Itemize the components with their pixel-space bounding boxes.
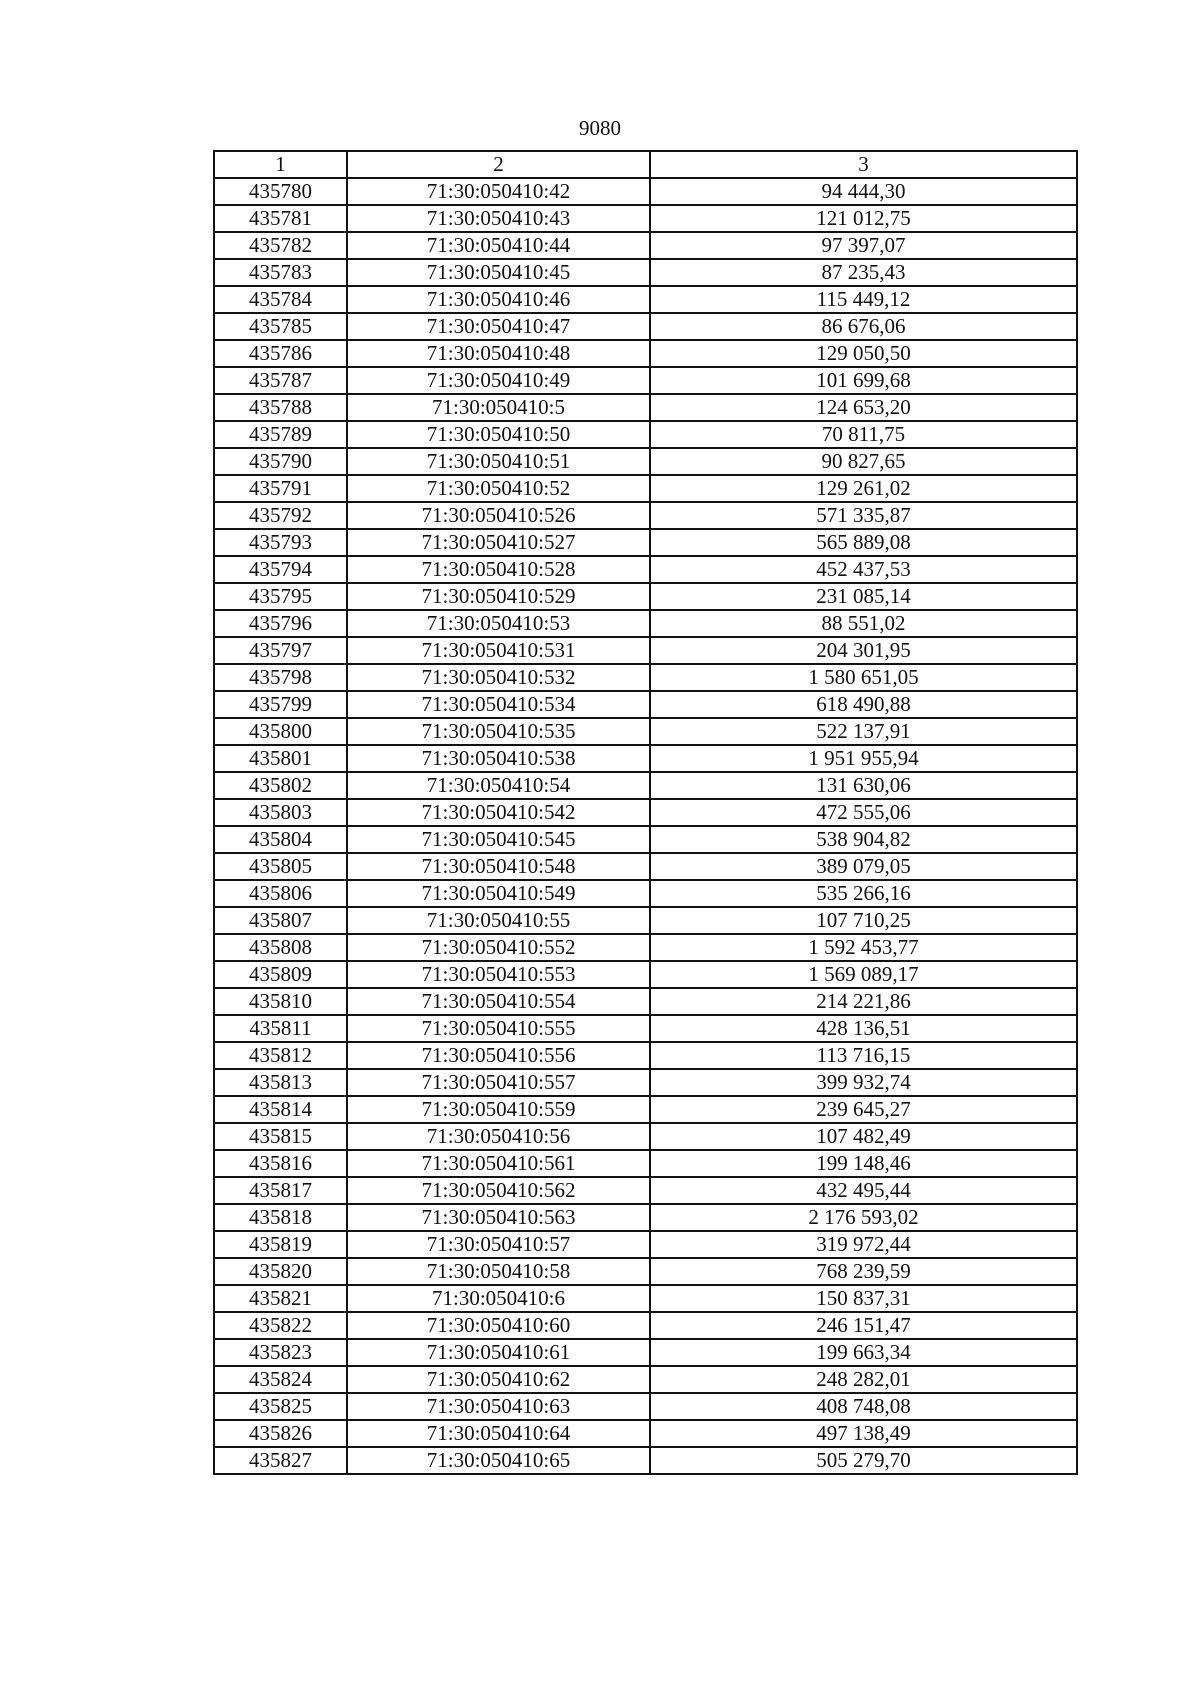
value-cell: 124 653,20 bbox=[650, 394, 1077, 421]
cadastral-number-cell: 71:30:050410:527 bbox=[347, 529, 650, 556]
row-number-cell: 435810 bbox=[214, 988, 347, 1015]
table-row bbox=[214, 961, 1077, 988]
table-row bbox=[214, 934, 1077, 961]
row-number-cell: 435822 bbox=[214, 1312, 347, 1339]
row-number-cell: 435826 bbox=[214, 1420, 347, 1447]
value-cell: 248 282,01 bbox=[650, 1366, 1077, 1393]
value-cell: 97 397,07 bbox=[650, 232, 1077, 259]
table-row bbox=[214, 1123, 1077, 1150]
row-number-cell: 435788 bbox=[214, 394, 347, 421]
row-number-cell: 435782 bbox=[214, 232, 347, 259]
cadastral-number-cell: 71:30:050410:52 bbox=[347, 475, 650, 502]
cadastral-number-cell: 71:30:050410:552 bbox=[347, 934, 650, 961]
row-number-cell: 435791 bbox=[214, 475, 347, 502]
cadastral-number-cell: 71:30:050410:561 bbox=[347, 1150, 650, 1177]
cadastral-number-cell: 71:30:050410:44 bbox=[347, 232, 650, 259]
value-cell: 94 444,30 bbox=[650, 178, 1077, 205]
cadastral-number-cell: 71:30:050410:51 bbox=[347, 448, 650, 475]
cadastral-number-cell: 71:30:050410:548 bbox=[347, 853, 650, 880]
table-row bbox=[214, 1231, 1077, 1258]
table-row bbox=[214, 286, 1077, 313]
row-number-cell: 435794 bbox=[214, 556, 347, 583]
row-number-cell: 435787 bbox=[214, 367, 347, 394]
value-cell: 1 951 955,94 bbox=[650, 745, 1077, 772]
cadastral-number-cell: 71:30:050410:557 bbox=[347, 1069, 650, 1096]
row-number-cell: 435798 bbox=[214, 664, 347, 691]
table-row bbox=[214, 826, 1077, 853]
table-row bbox=[214, 1393, 1077, 1420]
cadastral-number-cell: 71:30:050410:532 bbox=[347, 664, 650, 691]
value-cell: 199 663,34 bbox=[650, 1339, 1077, 1366]
row-number-cell: 435827 bbox=[214, 1447, 347, 1474]
value-cell: 571 335,87 bbox=[650, 502, 1077, 529]
row-number-cell: 435789 bbox=[214, 421, 347, 448]
table-row bbox=[214, 1204, 1077, 1231]
page-number: 9080 bbox=[579, 116, 621, 140]
table-row bbox=[214, 745, 1077, 772]
table-body bbox=[214, 178, 1077, 1474]
table-row bbox=[214, 205, 1077, 232]
table-row bbox=[214, 178, 1077, 205]
table-row bbox=[214, 421, 1077, 448]
table-row bbox=[214, 772, 1077, 799]
value-cell: 319 972,44 bbox=[650, 1231, 1077, 1258]
header-cell-1: 1 bbox=[214, 151, 347, 178]
table-row bbox=[214, 259, 1077, 286]
row-number-cell: 435790 bbox=[214, 448, 347, 475]
table-row bbox=[214, 1258, 1077, 1285]
cadastral-number-cell: 71:30:050410:556 bbox=[347, 1042, 650, 1069]
row-number-cell: 435820 bbox=[214, 1258, 347, 1285]
value-cell: 87 235,43 bbox=[650, 259, 1077, 286]
value-cell: 538 904,82 bbox=[650, 826, 1077, 853]
cadastral-number-cell: 71:30:050410:554 bbox=[347, 988, 650, 1015]
value-cell: 86 676,06 bbox=[650, 313, 1077, 340]
row-number-cell: 435825 bbox=[214, 1393, 347, 1420]
table-row bbox=[214, 610, 1077, 637]
row-number-cell: 435796 bbox=[214, 610, 347, 637]
cadastral-number-cell: 71:30:050410:63 bbox=[347, 1393, 650, 1420]
row-number-cell: 435821 bbox=[214, 1285, 347, 1312]
table-row bbox=[214, 1420, 1077, 1447]
cadastral-number-cell: 71:30:050410:65 bbox=[347, 1447, 650, 1474]
table-row bbox=[214, 232, 1077, 259]
row-number-cell: 435781 bbox=[214, 205, 347, 232]
row-number-cell: 435792 bbox=[214, 502, 347, 529]
row-number-cell: 435815 bbox=[214, 1123, 347, 1150]
cadastral-number-cell: 71:30:050410:49 bbox=[347, 367, 650, 394]
row-number-cell: 435813 bbox=[214, 1069, 347, 1096]
cadastral-number-cell: 71:30:050410:538 bbox=[347, 745, 650, 772]
value-cell: 113 716,15 bbox=[650, 1042, 1077, 1069]
cadastral-number-cell: 71:30:050410:542 bbox=[347, 799, 650, 826]
cadastral-number-cell: 71:30:050410:531 bbox=[347, 637, 650, 664]
cadastral-number-cell: 71:30:050410:42 bbox=[347, 178, 650, 205]
table-row bbox=[214, 691, 1077, 718]
table-row bbox=[214, 556, 1077, 583]
cadastral-number-cell: 71:30:050410:58 bbox=[347, 1258, 650, 1285]
table-row bbox=[214, 718, 1077, 745]
table-row bbox=[214, 475, 1077, 502]
row-number-cell: 435811 bbox=[214, 1015, 347, 1042]
cadastral-number-cell: 71:30:050410:43 bbox=[347, 205, 650, 232]
cadastral-number-cell: 71:30:050410:563 bbox=[347, 1204, 650, 1231]
value-cell: 389 079,05 bbox=[650, 853, 1077, 880]
row-number-cell: 435793 bbox=[214, 529, 347, 556]
value-cell: 115 449,12 bbox=[650, 286, 1077, 313]
value-cell: 90 827,65 bbox=[650, 448, 1077, 475]
cadastral-number-cell: 71:30:050410:549 bbox=[347, 880, 650, 907]
cadastral-number-cell: 71:30:050410:6 bbox=[347, 1285, 650, 1312]
table-row bbox=[214, 880, 1077, 907]
cadastral-number-cell: 71:30:050410:57 bbox=[347, 1231, 650, 1258]
cadastral-number-cell: 71:30:050410:56 bbox=[347, 1123, 650, 1150]
value-cell: 768 239,59 bbox=[650, 1258, 1077, 1285]
cadastral-number-cell: 71:30:050410:48 bbox=[347, 340, 650, 367]
cadastral-number-cell: 71:30:050410:526 bbox=[347, 502, 650, 529]
table-row bbox=[214, 1339, 1077, 1366]
table-row bbox=[214, 529, 1077, 556]
table-row bbox=[214, 907, 1077, 934]
row-number-cell: 435800 bbox=[214, 718, 347, 745]
row-number-cell: 435814 bbox=[214, 1096, 347, 1123]
row-number-cell: 435783 bbox=[214, 259, 347, 286]
row-number-cell: 435805 bbox=[214, 853, 347, 880]
value-cell: 505 279,70 bbox=[650, 1447, 1077, 1474]
cadastral-number-cell: 71:30:050410:61 bbox=[347, 1339, 650, 1366]
value-cell: 535 266,16 bbox=[650, 880, 1077, 907]
row-number-cell: 435799 bbox=[214, 691, 347, 718]
row-number-cell: 435808 bbox=[214, 934, 347, 961]
row-number-cell: 435819 bbox=[214, 1231, 347, 1258]
table-row bbox=[214, 853, 1077, 880]
cadastral-number-cell: 71:30:050410:62 bbox=[347, 1366, 650, 1393]
row-number-cell: 435784 bbox=[214, 286, 347, 313]
value-cell: 199 148,46 bbox=[650, 1150, 1077, 1177]
table-row bbox=[214, 799, 1077, 826]
table-row bbox=[214, 394, 1077, 421]
value-cell: 70 811,75 bbox=[650, 421, 1077, 448]
row-number-cell: 435802 bbox=[214, 772, 347, 799]
row-number-cell: 435780 bbox=[214, 178, 347, 205]
table-header bbox=[214, 151, 1077, 178]
table-row bbox=[214, 1366, 1077, 1393]
value-cell: 399 932,74 bbox=[650, 1069, 1077, 1096]
value-cell: 472 555,06 bbox=[650, 799, 1077, 826]
cadastral-number-cell: 71:30:050410:5 bbox=[347, 394, 650, 421]
value-cell: 150 837,31 bbox=[650, 1285, 1077, 1312]
row-number-cell: 435797 bbox=[214, 637, 347, 664]
row-number-cell: 435795 bbox=[214, 583, 347, 610]
value-cell: 121 012,75 bbox=[650, 205, 1077, 232]
cadastral-number-cell: 71:30:050410:562 bbox=[347, 1177, 650, 1204]
row-number-cell: 435785 bbox=[214, 313, 347, 340]
row-number-cell: 435804 bbox=[214, 826, 347, 853]
table-row bbox=[214, 1015, 1077, 1042]
table-row bbox=[214, 502, 1077, 529]
row-number-cell: 435807 bbox=[214, 907, 347, 934]
value-cell: 231 085,14 bbox=[650, 583, 1077, 610]
cadastral-number-cell: 71:30:050410:545 bbox=[347, 826, 650, 853]
value-cell: 107 710,25 bbox=[650, 907, 1077, 934]
value-cell: 452 437,53 bbox=[650, 556, 1077, 583]
cadastral-number-cell: 71:30:050410:55 bbox=[347, 907, 650, 934]
value-cell: 129 261,02 bbox=[650, 475, 1077, 502]
table-row bbox=[214, 1177, 1077, 1204]
value-cell: 88 551,02 bbox=[650, 610, 1077, 637]
row-number-cell: 435809 bbox=[214, 961, 347, 988]
value-cell: 214 221,86 bbox=[650, 988, 1077, 1015]
value-cell: 101 699,68 bbox=[650, 367, 1077, 394]
table-row bbox=[214, 1042, 1077, 1069]
row-number-cell: 435823 bbox=[214, 1339, 347, 1366]
value-cell: 246 151,47 bbox=[650, 1312, 1077, 1339]
table-row bbox=[214, 1447, 1077, 1474]
header-cell-2: 2 bbox=[347, 151, 650, 178]
cadastral-number-cell: 71:30:050410:555 bbox=[347, 1015, 650, 1042]
cadastral-number-cell: 71:30:050410:528 bbox=[347, 556, 650, 583]
value-cell: 1 592 453,77 bbox=[650, 934, 1077, 961]
value-cell: 239 645,27 bbox=[650, 1096, 1077, 1123]
value-cell: 2 176 593,02 bbox=[650, 1204, 1077, 1231]
cadastral-number-cell: 71:30:050410:54 bbox=[347, 772, 650, 799]
row-number-cell: 435803 bbox=[214, 799, 347, 826]
value-cell: 428 136,51 bbox=[650, 1015, 1077, 1042]
value-cell: 432 495,44 bbox=[650, 1177, 1077, 1204]
table-row bbox=[214, 448, 1077, 475]
table-row bbox=[214, 1285, 1077, 1312]
cadastral-number-cell: 71:30:050410:53 bbox=[347, 610, 650, 637]
value-cell: 522 137,91 bbox=[650, 718, 1077, 745]
header-row bbox=[214, 151, 1077, 178]
cadastral-number-cell: 71:30:050410:553 bbox=[347, 961, 650, 988]
table-row bbox=[214, 637, 1077, 664]
row-number-cell: 435824 bbox=[214, 1366, 347, 1393]
header-cell-3: 3 bbox=[650, 151, 1077, 178]
cadastral-number-cell: 71:30:050410:534 bbox=[347, 691, 650, 718]
table-row bbox=[214, 313, 1077, 340]
table-row bbox=[214, 988, 1077, 1015]
row-number-cell: 435812 bbox=[214, 1042, 347, 1069]
cadastral-number-cell: 71:30:050410:45 bbox=[347, 259, 650, 286]
row-number-cell: 435817 bbox=[214, 1177, 347, 1204]
table-row bbox=[214, 340, 1077, 367]
cadastral-number-cell: 71:30:050410:559 bbox=[347, 1096, 650, 1123]
row-number-cell: 435806 bbox=[214, 880, 347, 907]
value-cell: 1 580 651,05 bbox=[650, 664, 1077, 691]
value-cell: 565 889,08 bbox=[650, 529, 1077, 556]
table-row bbox=[214, 583, 1077, 610]
table-row bbox=[214, 367, 1077, 394]
value-cell: 618 490,88 bbox=[650, 691, 1077, 718]
cadastral-number-cell: 71:30:050410:50 bbox=[347, 421, 650, 448]
table-row bbox=[214, 664, 1077, 691]
cadastral-number-cell: 71:30:050410:64 bbox=[347, 1420, 650, 1447]
value-cell: 497 138,49 bbox=[650, 1420, 1077, 1447]
row-number-cell: 435801 bbox=[214, 745, 347, 772]
value-cell: 129 050,50 bbox=[650, 340, 1077, 367]
value-cell: 131 630,06 bbox=[650, 772, 1077, 799]
table-row bbox=[214, 1150, 1077, 1177]
cadastral-number-cell: 71:30:050410:529 bbox=[347, 583, 650, 610]
row-number-cell: 435786 bbox=[214, 340, 347, 367]
row-number-cell: 435818 bbox=[214, 1204, 347, 1231]
registry-table bbox=[213, 150, 1078, 1475]
cadastral-number-cell: 71:30:050410:60 bbox=[347, 1312, 650, 1339]
cadastral-number-cell: 71:30:050410:46 bbox=[347, 286, 650, 313]
cadastral-number-cell: 71:30:050410:47 bbox=[347, 313, 650, 340]
row-number-cell: 435816 bbox=[214, 1150, 347, 1177]
table-row bbox=[214, 1096, 1077, 1123]
cadastral-number-cell: 71:30:050410:535 bbox=[347, 718, 650, 745]
value-cell: 408 748,08 bbox=[650, 1393, 1077, 1420]
value-cell: 204 301,95 bbox=[650, 637, 1077, 664]
table-row bbox=[214, 1069, 1077, 1096]
table-row bbox=[214, 1312, 1077, 1339]
value-cell: 1 569 089,17 bbox=[650, 961, 1077, 988]
value-cell: 107 482,49 bbox=[650, 1123, 1077, 1150]
